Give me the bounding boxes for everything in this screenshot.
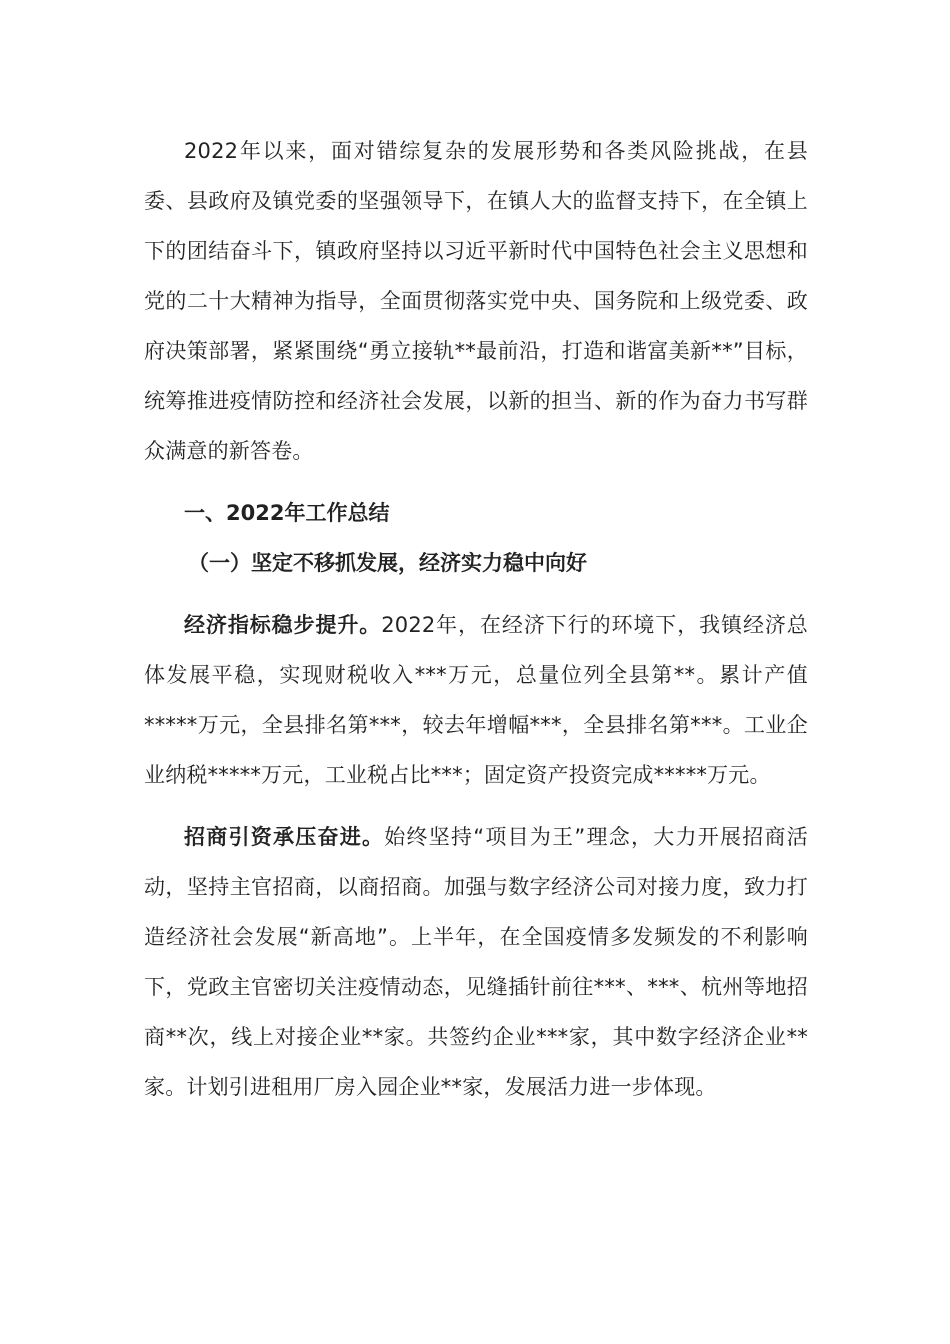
investment-body: 始终坚持“项目为王”理念，大力开展招商活动，坚持主官招商，以商招商。加强与数字经济公司对接力度，致力打造经济社会发展“新高地”。上半年，在全国疫情多发频发的不利影响下，党政主官密切关注疫情动态，见缝插针前往***、***、杭州等地招商**次，线上对接企业**家。共签约企业***家，其中数字经济企业**家。计划引进租用厂房入园企业**家，发展活力进一步体现。 <box>144 825 808 1099</box>
investment-paragraph <box>144 812 808 1112</box>
economy-body: 2022年，在经济下行的环境下，我镇经济总体发展平稳，实现财税收入***万元，总量位列全县第**。累计产值*****万元，全县排名第***，较去年增幅***，全县排名第***。工业企业纳税*****万元，工业税占比***；固定资产投资完成*****万元。 <box>144 613 808 787</box>
section-heading: 一、2022年工作总结 <box>184 501 390 525</box>
document-body <box>144 126 808 1112</box>
subsection-heading: （一）坚定不移抓发展，经济实力稳中向好 <box>188 551 587 575</box>
investment-lead: 招商引资承压奋进。 <box>184 825 385 849</box>
economy-paragraph <box>144 600 808 800</box>
intro-paragraph: 2022年以来，面对错综复杂的发展形势和各类风险挑战，在县委、县政府及镇党委的坚强领导下，在镇人大的监督支持下，在全镇上下的团结奋斗下，镇政府坚持以习近平新时代中国特色社会主义思想和党的二十大精神为指导，全面贯彻落实党中央、国务院和上级党委、政府决策部署，紧紧围绕“勇立接轨**最前沿，打造和谐富美新**”目标，统筹推进疫情防控和经济社会发展，以新的担当、新的作为奋力书写群众满意的新答卷。 <box>144 139 808 463</box>
economy-lead: 经济指标稳步提升。 <box>184 613 382 637</box>
